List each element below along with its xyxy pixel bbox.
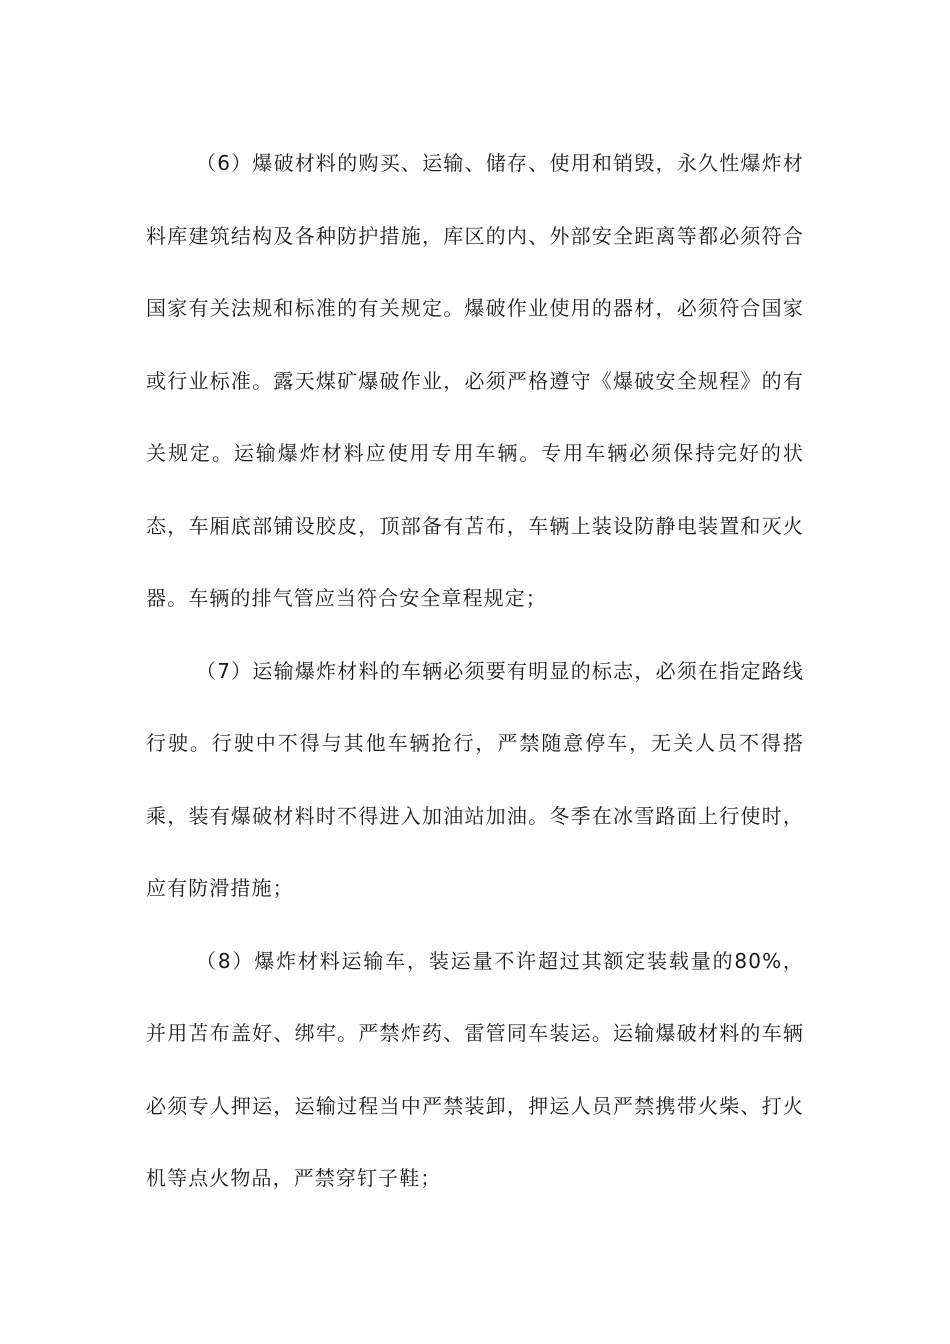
paragraph-8: （8）爆炸材料运输车，装运量不许超过其额定装载量的80%，并用苫布盖好、绑牢。严禁炸药、雷管同车装运。运输爆破材料的车辆必须专人押运，运输过程当中严禁装卸，押运人员严禁携带火柴、打火机等点火物品，严禁穿钉子鞋； [146,948,804,1190]
paragraph-6: （6）爆破材料的购买、运输、储存、使用和销毁，永久性爆炸材料库建筑结构及各种防护措施，库区的内、外部安全距离等都必须符合国家有关法规和标准的有关规定。爆破作业使用的器材，必须符合国家或行业标准。露天煤矿爆破作业，必须严格遵守《爆破安全规程》的有关规定。运输爆炸材料应使用专用车辆。专用车辆必须保持完好的状态，车厢底部铺设胶皮，顶部备有苫布，车辆上装设防静电装置和灭火器。车辆的排气管应当符合安全章程规定； [146,151,804,610]
document-body [146,127,804,1215]
paragraph-7: （7）运输爆炸材料的车辆必须要有明显的标志，必须在指定路线行驶。行驶中不得与其他车辆抢行，严禁随意停车，无关人员不得搭乘，装有爆破材料时不得进入加油站加油。冬季在冰雪路面上行使时，应有防滑措施； [146,658,804,900]
